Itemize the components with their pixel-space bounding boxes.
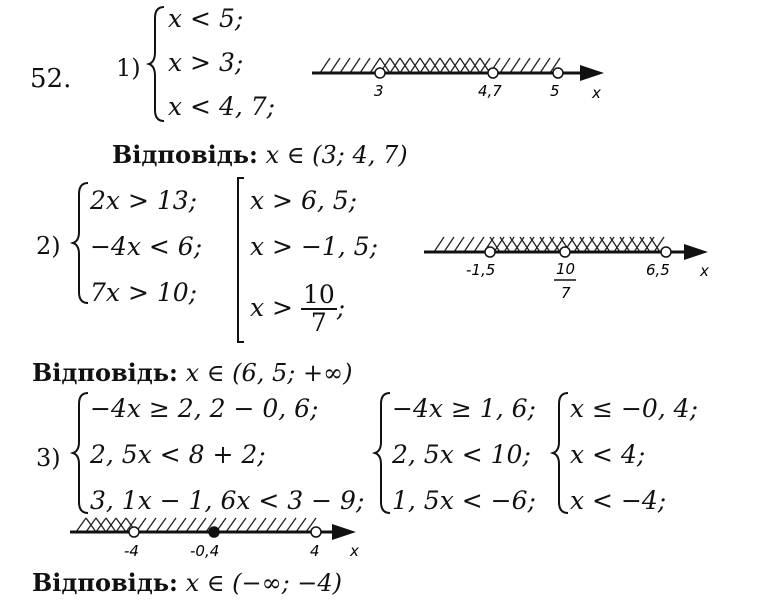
part2-answer-word: Відповідь: — [32, 358, 178, 387]
part2-ineq-b1: x > 6, 5; — [250, 186, 358, 215]
part1-number-line — [310, 40, 610, 100]
part2-ineq-b3-suffix: ; — [336, 292, 346, 322]
part3-ineq-a2: 2, 5x < 8 + 2; — [90, 440, 266, 469]
part2-tick-6-5: 6,5 — [646, 261, 670, 279]
part2-ineq-b3-prefix: x > — [250, 292, 293, 322]
part1-tick-4-7: 4,7 — [478, 82, 502, 100]
part2-ineq-b3 — [250, 282, 345, 337]
part3-ineq-c1: x ≤ −0, 4; — [570, 394, 699, 423]
part2-tick-frac-den: 7 — [561, 284, 571, 302]
part3-answer — [32, 568, 342, 597]
fraction-denominator: 7 — [310, 308, 327, 338]
part3-ineq-c3: x < −4; — [570, 486, 667, 515]
part3-answer-word: Відповідь: — [32, 568, 178, 597]
part3-tick-neg4: -4 — [124, 542, 139, 560]
part2-label: 2) — [36, 232, 61, 260]
part3-ineq-a3: 3, 1x − 1, 6x < 3 − 9; — [90, 486, 365, 515]
part3-ineq-b1: −4x ≥ 1, 6; — [392, 394, 536, 423]
part2-ineq-a1: 2x > 13; — [90, 186, 198, 215]
part1-axis-label: x — [592, 84, 601, 102]
part3-ineq-c2: x < 4; — [570, 440, 646, 469]
part1-ineq-1: x < 5; — [168, 4, 244, 33]
part1-ineq-3: x < 4, 7; — [168, 92, 276, 121]
part2-ineq-a3: 7x > 10; — [90, 278, 198, 307]
part3-tick-neg0-4: -0,4 — [190, 542, 220, 560]
part3-number-line — [70, 510, 370, 562]
part2-number-line — [420, 222, 720, 312]
fraction-numerator: 10 — [302, 280, 335, 309]
part2-tick-neg1-5: -1,5 — [466, 261, 496, 279]
part1-answer-word: Відповідь: — [112, 140, 258, 169]
part2-answer-expr: x ∈ (6, 5; +∞) — [185, 359, 353, 387]
part1-answer — [112, 140, 408, 169]
part3-ineq-b3: 1, 5x < −6; — [392, 486, 536, 515]
problem-number: 52. — [30, 64, 72, 94]
part1-label: 1) — [116, 54, 141, 82]
part2-tick-frac-num: 10 — [556, 260, 576, 278]
part2-bracket-b — [234, 176, 250, 344]
part3-ineq-a1: −4x ≥ 2, 2 − 0, 6; — [90, 394, 319, 423]
part1-tick-3: 3 — [374, 82, 384, 100]
part3-axis-label: x — [350, 542, 359, 560]
part1-ineq-2: x > 3; — [168, 48, 244, 77]
part3-tick-4: 4 — [310, 542, 320, 560]
part2-axis-label: x — [700, 262, 709, 280]
part1-tick-5: 5 — [550, 82, 560, 100]
part3-label: 3) — [36, 444, 61, 472]
part3-answer-expr: x ∈ (−∞; −4) — [185, 569, 343, 597]
part3-ineq-b2: 2, 5x < 10; — [392, 440, 531, 469]
part3-brace-c — [550, 390, 572, 516]
part3-brace-a — [70, 390, 92, 516]
part3-brace-b — [372, 390, 394, 516]
part2-ineq-a2: −4x < 6; — [90, 232, 203, 261]
part1-answer-expr: x ∈ (3; 4, 7) — [265, 141, 408, 169]
part2-ineq-b3-fraction — [301, 282, 337, 337]
part2-answer — [32, 358, 352, 387]
part2-brace-a — [70, 180, 92, 306]
part2-ineq-b2: x > −1, 5; — [250, 232, 379, 261]
part1-brace — [146, 4, 168, 124]
